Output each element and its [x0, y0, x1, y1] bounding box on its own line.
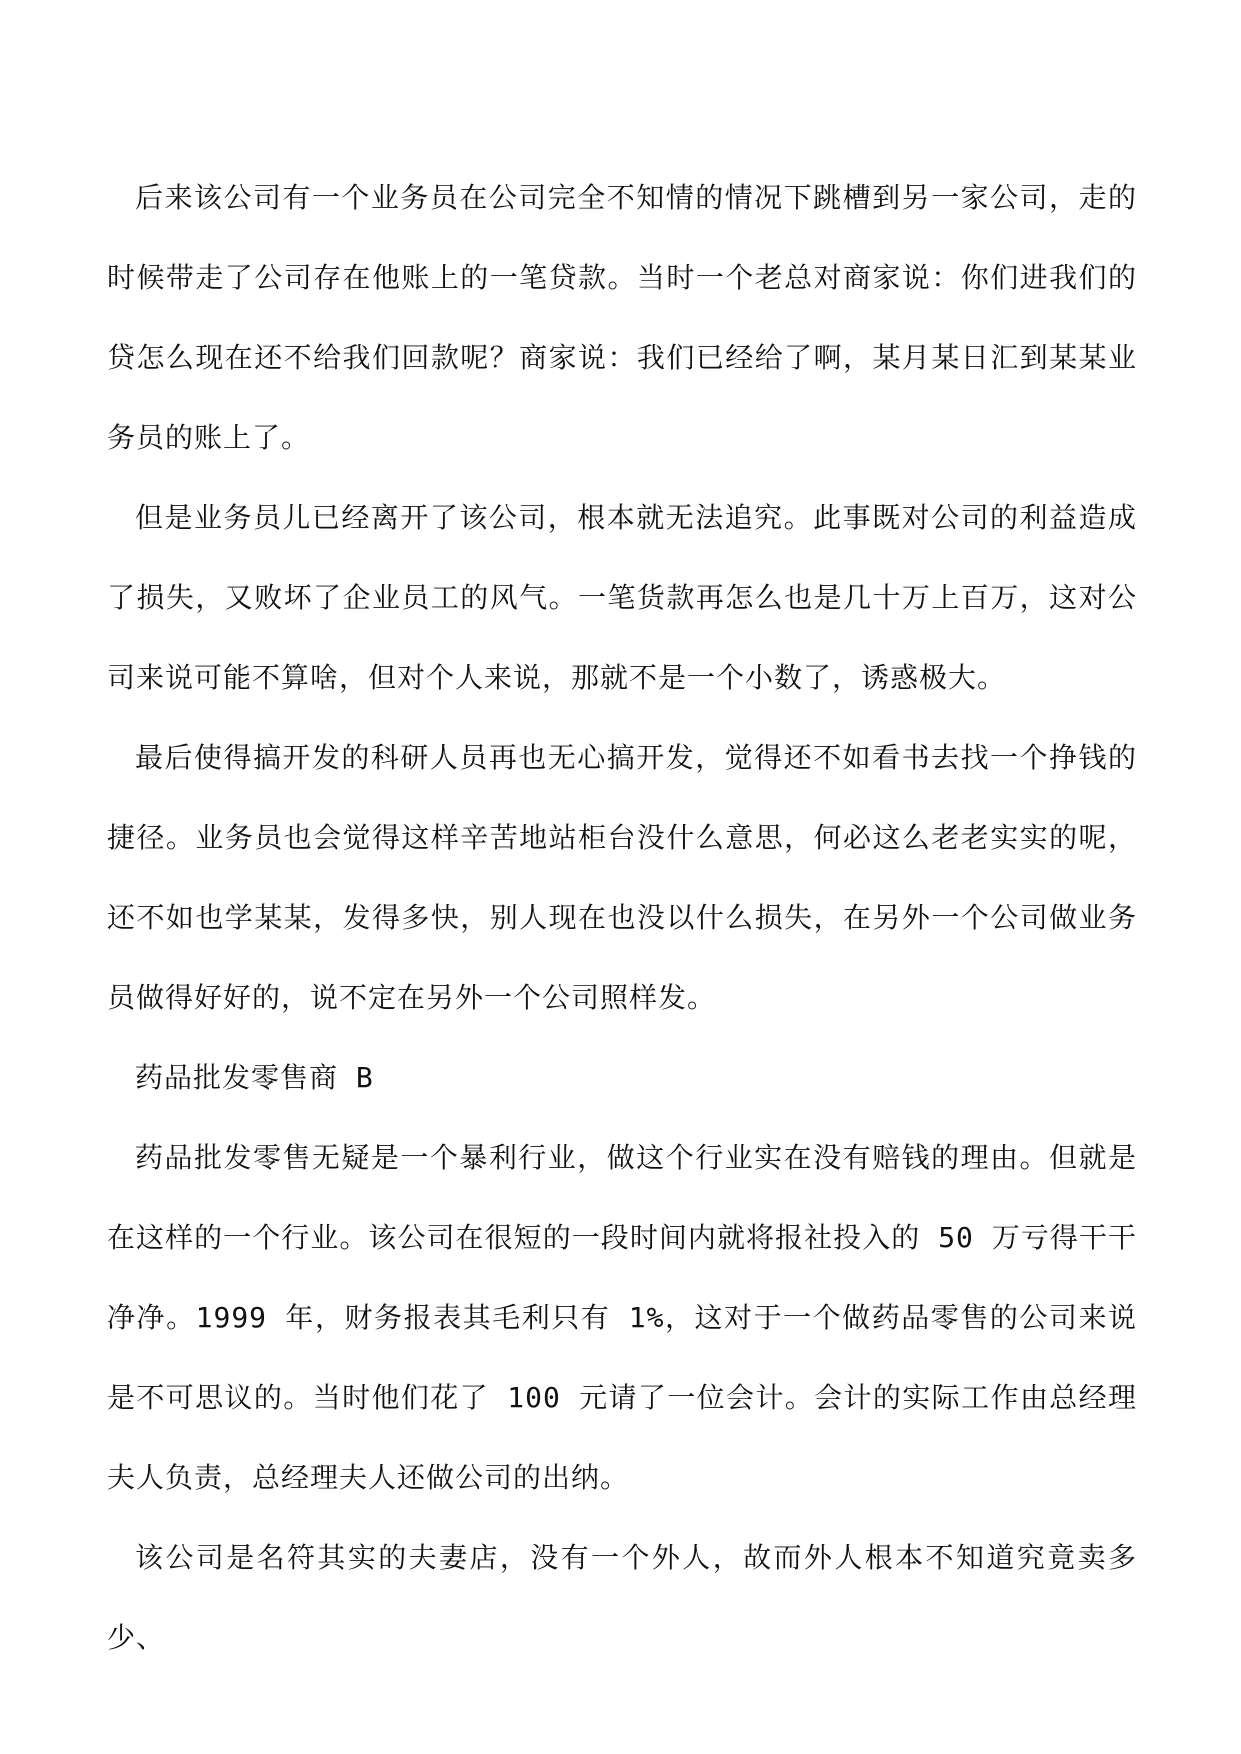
- paragraph-4: 药品批发零售无疑是一个暴利行业，做这个行业实在没有赔钱的理由。但就是在这样的一个行业。该公司在很短的一段时间内就将报社投入的 50 万亏得干干净净。1999 年，财务报表其毛利只有 1%，这对于一个做药品零售的公司来说是不可思议的。当时他们花了 100 元请了一位会计。会计的实际工作由总经理夫人负责，总经理夫人还做公司的出纳。: [107, 1141, 1137, 1494]
- document-body: [107, 158, 1137, 1678]
- paragraph-3: 最后使得搞开发的科研人员再也无心搞开发，觉得还不如看书去找一个挣钱的捷径。业务员也会觉得这样辛苦地站柜台没什么意思，何必这么老老实实的呢，还不如也学某某，发得多快，别人现在也没以什么损失，在另外一个公司做业务员做得好好的，说不定在另外一个公司照样发。: [107, 741, 1137, 1014]
- paragraph-5: 该公司是名符其实的夫妻店，没有一个外人，故而外人根本不知道究竟卖多少、: [107, 1541, 1137, 1654]
- section-heading: 药品批发零售商 B: [135, 1061, 374, 1094]
- paragraph-1: 后来该公司有一个业务员在公司完全不知情的情况下跳槽到另一家公司，走的时候带走了公司存在他账上的一笔贷款。当时一个老总对商家说：你们进我们的贷怎么现在还不给我们回款呢？商家说：我们已经给了啊，某月某日汇到某某业务员的账上了。: [107, 181, 1137, 454]
- paragraph-2: 但是业务员儿已经离开了该公司，根本就无法追究。此事既对公司的利益造成了损失，又败坏了企业员工的风气。一笔货款再怎么也是几十万上百万，这对公司来说可能不算啥，但对个人来说，那就不是一个小数了，诱惑极大。: [107, 501, 1137, 694]
